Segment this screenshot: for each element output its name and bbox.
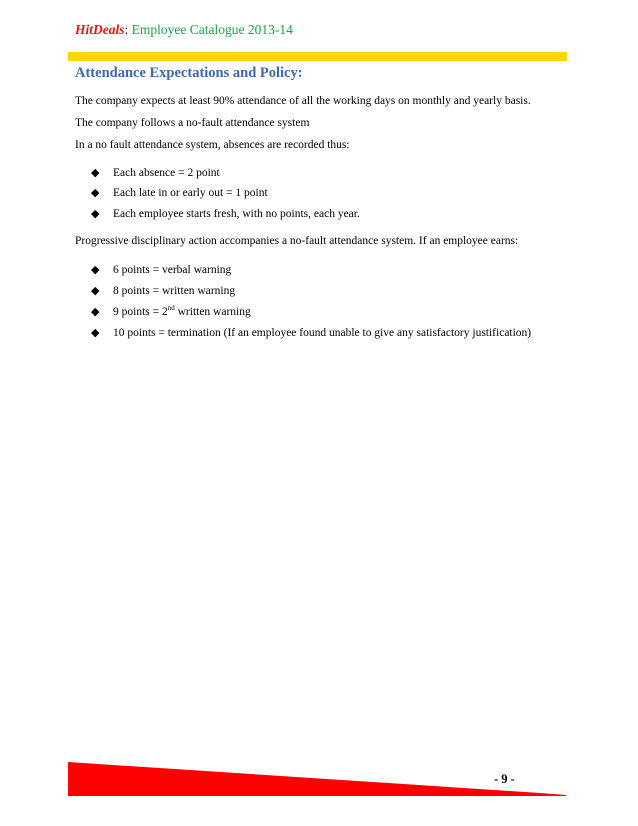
paragraph-no-fault-system: The company follows a no-fault attendance system xyxy=(75,117,310,129)
header-title: Employee Catalogue 2013-14 xyxy=(128,22,293,37)
list-item-text: Each late in or early out = 1 point xyxy=(113,187,268,199)
bullet-icon: ◆ xyxy=(91,285,100,297)
list-item-text: Each absence = 2 point xyxy=(113,167,220,179)
list-item-text: Each employee starts fresh, with no points, each year. xyxy=(113,208,360,220)
section-heading: Attendance Expectations and Policy: xyxy=(75,65,303,81)
paragraph-disciplinary-action: Progressive disciplinary action accompanies a no-fault attendance system. If an employee earns: xyxy=(75,235,519,247)
paragraph-attendance-expectation: The company expects at least 90% attendance of all the working days on monthly and yearly basis. xyxy=(75,95,531,107)
list-item-text: 10 points = termination (If an employee found unable to give any satisfactory justification) xyxy=(113,327,532,339)
bullet-icon: ◆ xyxy=(91,327,100,339)
brand-logo-text: HitDeals xyxy=(75,22,125,37)
paragraph-absence-recording: In a no fault attendance system, absences are recorded thus: xyxy=(75,139,350,151)
bullet-icon: ◆ xyxy=(91,167,100,179)
page-number: - 9 - xyxy=(494,772,515,786)
bullet-icon: ◆ xyxy=(91,187,100,199)
bullet-icon: ◆ xyxy=(91,264,100,276)
ordinal-suffix: nd xyxy=(167,304,175,313)
bullet-icon: ◆ xyxy=(91,306,100,318)
list-item-text: 8 points = written warning xyxy=(113,285,236,297)
list-item-text-suffix: written warning xyxy=(174,306,251,318)
bullet-icon: ◆ xyxy=(91,208,100,220)
list-item-text-prefix: 9 points = 2 xyxy=(113,306,168,318)
header-colon: : xyxy=(124,22,129,37)
list-item-text: 6 points = verbal warning xyxy=(113,264,232,276)
